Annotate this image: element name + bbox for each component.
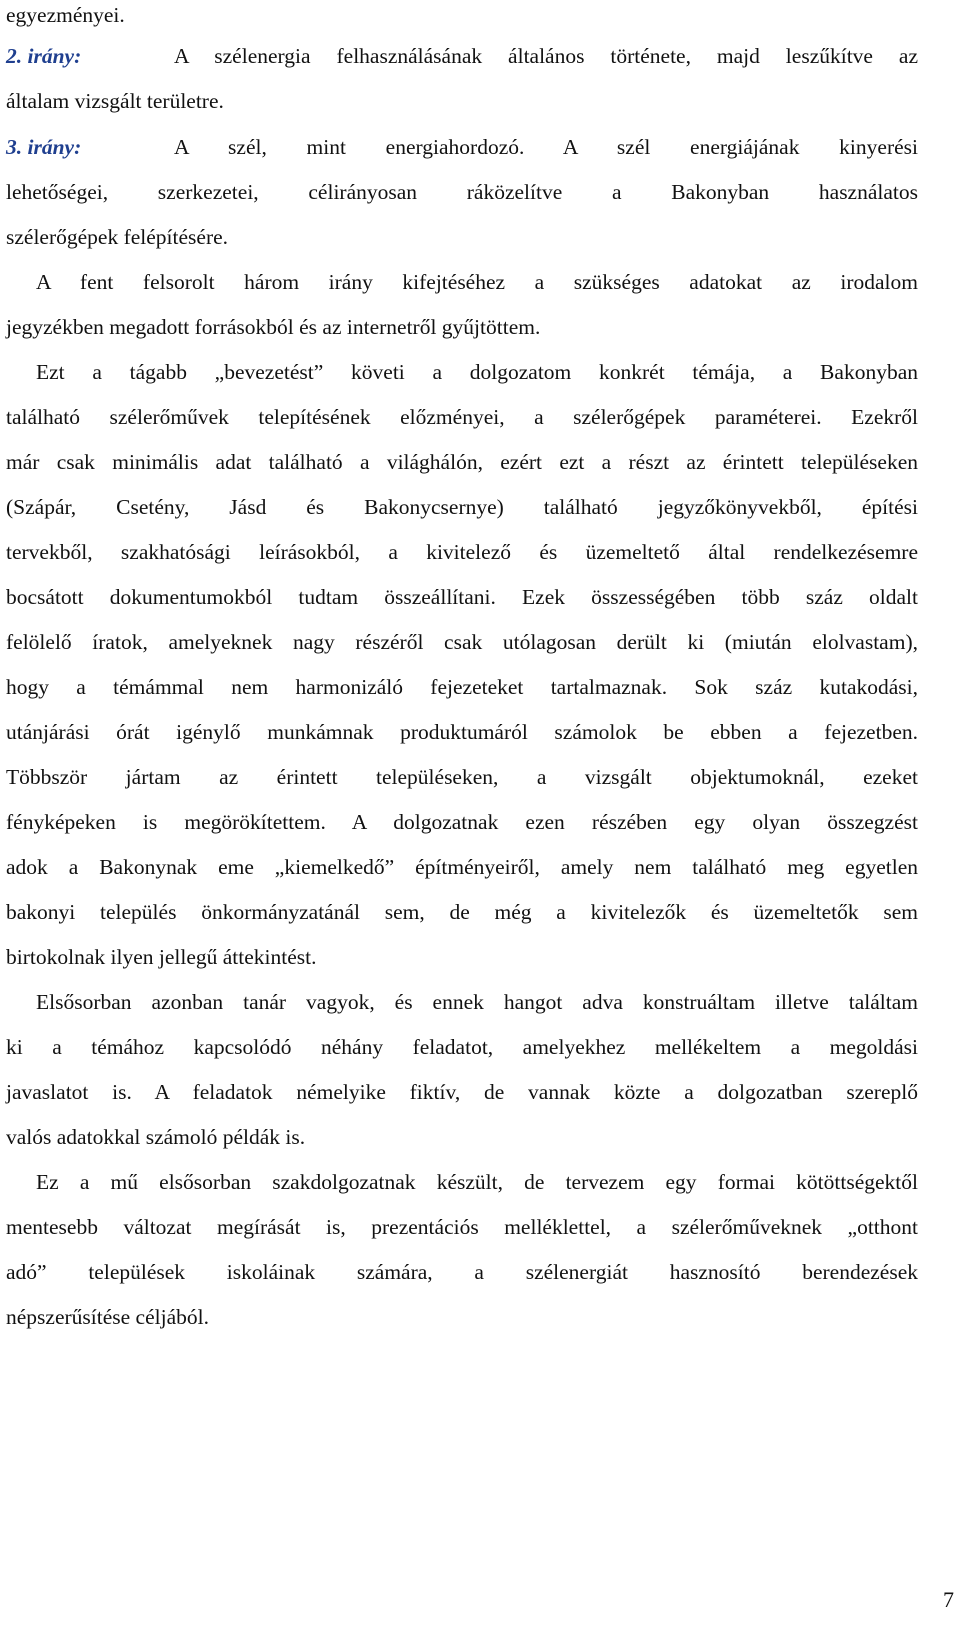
paragraph-4-line-1: Ez a mű elsősorban szakdolgozatnak készült, de tervezem egy formai kötöttségektől bbox=[36, 1170, 918, 1194]
page-number: 7 bbox=[943, 1587, 954, 1612]
paragraph-1-line-1: A fent felsorolt három irány kifejtéséhez a szükséges adatokat az irodalom bbox=[36, 270, 918, 294]
paragraph-2-line-14: birtokolnak ilyen jellegű áttekintést. bbox=[6, 945, 317, 969]
paragraph-2-line-1: Ezt a tágabb „bevezetést” követi a dolgozatom konkrét témája, a Bakonyban bbox=[36, 360, 918, 384]
direction-2-label: 2. irány: bbox=[6, 44, 82, 68]
paragraph-3-line-2: ki a témához kapcsolódó néhány feladatot, amelyekhez mellékeltem a megoldási bbox=[6, 1035, 918, 1059]
direction-2-line-1 bbox=[6, 41, 918, 71]
paragraph-4-line-4: népszerűsítése céljából. bbox=[6, 1305, 209, 1329]
direction-3-line-1 bbox=[6, 132, 918, 162]
paragraph-2-line-13: bakonyi település önkormányzatánál sem, de még a kivitelezők és üzemeltetők sem bbox=[6, 900, 918, 924]
direction-2-text: A szélenergia felhasználásának általános története, majd leszűkítve az bbox=[174, 44, 918, 68]
continued-text-line: egyezményei. bbox=[6, 3, 125, 27]
paragraph-1-line-2: jegyzékben megadott forrásokból és az internetről gyűjtöttem. bbox=[6, 315, 541, 339]
direction-3-line-2: lehetőségei, szerkezetei, célirányosan ráközelítve a Bakonyban használatos bbox=[6, 180, 918, 204]
paragraph-3-line-1: Elsősorban azonban tanár vagyok, és ennek hangot adva konstruáltam illetve találtam bbox=[36, 990, 918, 1014]
paragraph-2-line-10: Többször jártam az érintett településeken, a vizsgált objektumoknál, ezeket bbox=[6, 765, 918, 789]
paragraph-3-line-3: javaslatot is. A feladatok némelyike fiktív, de vannak közte a dolgozatban szereplő bbox=[6, 1080, 918, 1104]
paragraph-4-line-3: adó” települések iskoláinak számára, a szélenergiát hasznosító berendezések bbox=[6, 1260, 918, 1284]
paragraph-2-line-7: felölelő íratok, amelyeknek nagy részéről csak utólagosan derült ki (miután elolvastam), bbox=[6, 630, 918, 654]
paragraph-2-line-9: utánjárási órát igénylő munkámnak produktumáról számolok be ebben a fejezetben. bbox=[6, 720, 918, 744]
paragraph-2-line-6: bocsátott dokumentumokból tudtam összeállítani. Ezek összességében több száz oldalt bbox=[6, 585, 918, 609]
paragraph-2-line-3: már csak minimális adat található a világhálón, ezért ezt a részt az érintett településeken bbox=[6, 450, 918, 474]
paragraph-2-line-12: adok a Bakonynak eme „kiemelkedő” építményeiről, amely nem található meg egyetlen bbox=[6, 855, 918, 879]
paragraph-2-line-11: fényképeken is megörökítettem. A dolgozatnak ezen részében egy olyan összegzést bbox=[6, 810, 918, 834]
paragraph-2-line-5: tervekből, szakhatósági leírásokból, a kivitelező és üzemeltető által rendelkezésemre bbox=[6, 540, 918, 564]
direction-3-line-3: szélerőgépek felépítésére. bbox=[6, 225, 229, 249]
paragraph-2-line-8: hogy a témámmal nem harmonizáló fejezeteket tartalmaznak. Sok száz kutakodási, bbox=[6, 675, 918, 699]
direction-3-label: 3. irány: bbox=[6, 135, 82, 159]
paragraph-2-line-4: (Szápár, Csetény, Jásd és Bakonycsernye) található jegyzőkönyvekből, építési bbox=[6, 495, 918, 519]
direction-2-line-2: általam vizsgált területre. bbox=[6, 89, 224, 113]
paragraph-2-line-2: található szélerőművek telepítésének előzményei, a szélerőgépek paraméterei. Ezekről bbox=[6, 405, 918, 429]
paragraph-3-line-4: valós adatokkal számoló példák is. bbox=[6, 1125, 306, 1149]
paragraph-4-line-2: mentesebb változat megírását is, prezentációs melléklettel, a szélerőműveknek „otthont bbox=[6, 1215, 918, 1239]
direction-3-text: A szél, mint energiahordozó. A szél energiájának kinyerési bbox=[174, 135, 918, 159]
